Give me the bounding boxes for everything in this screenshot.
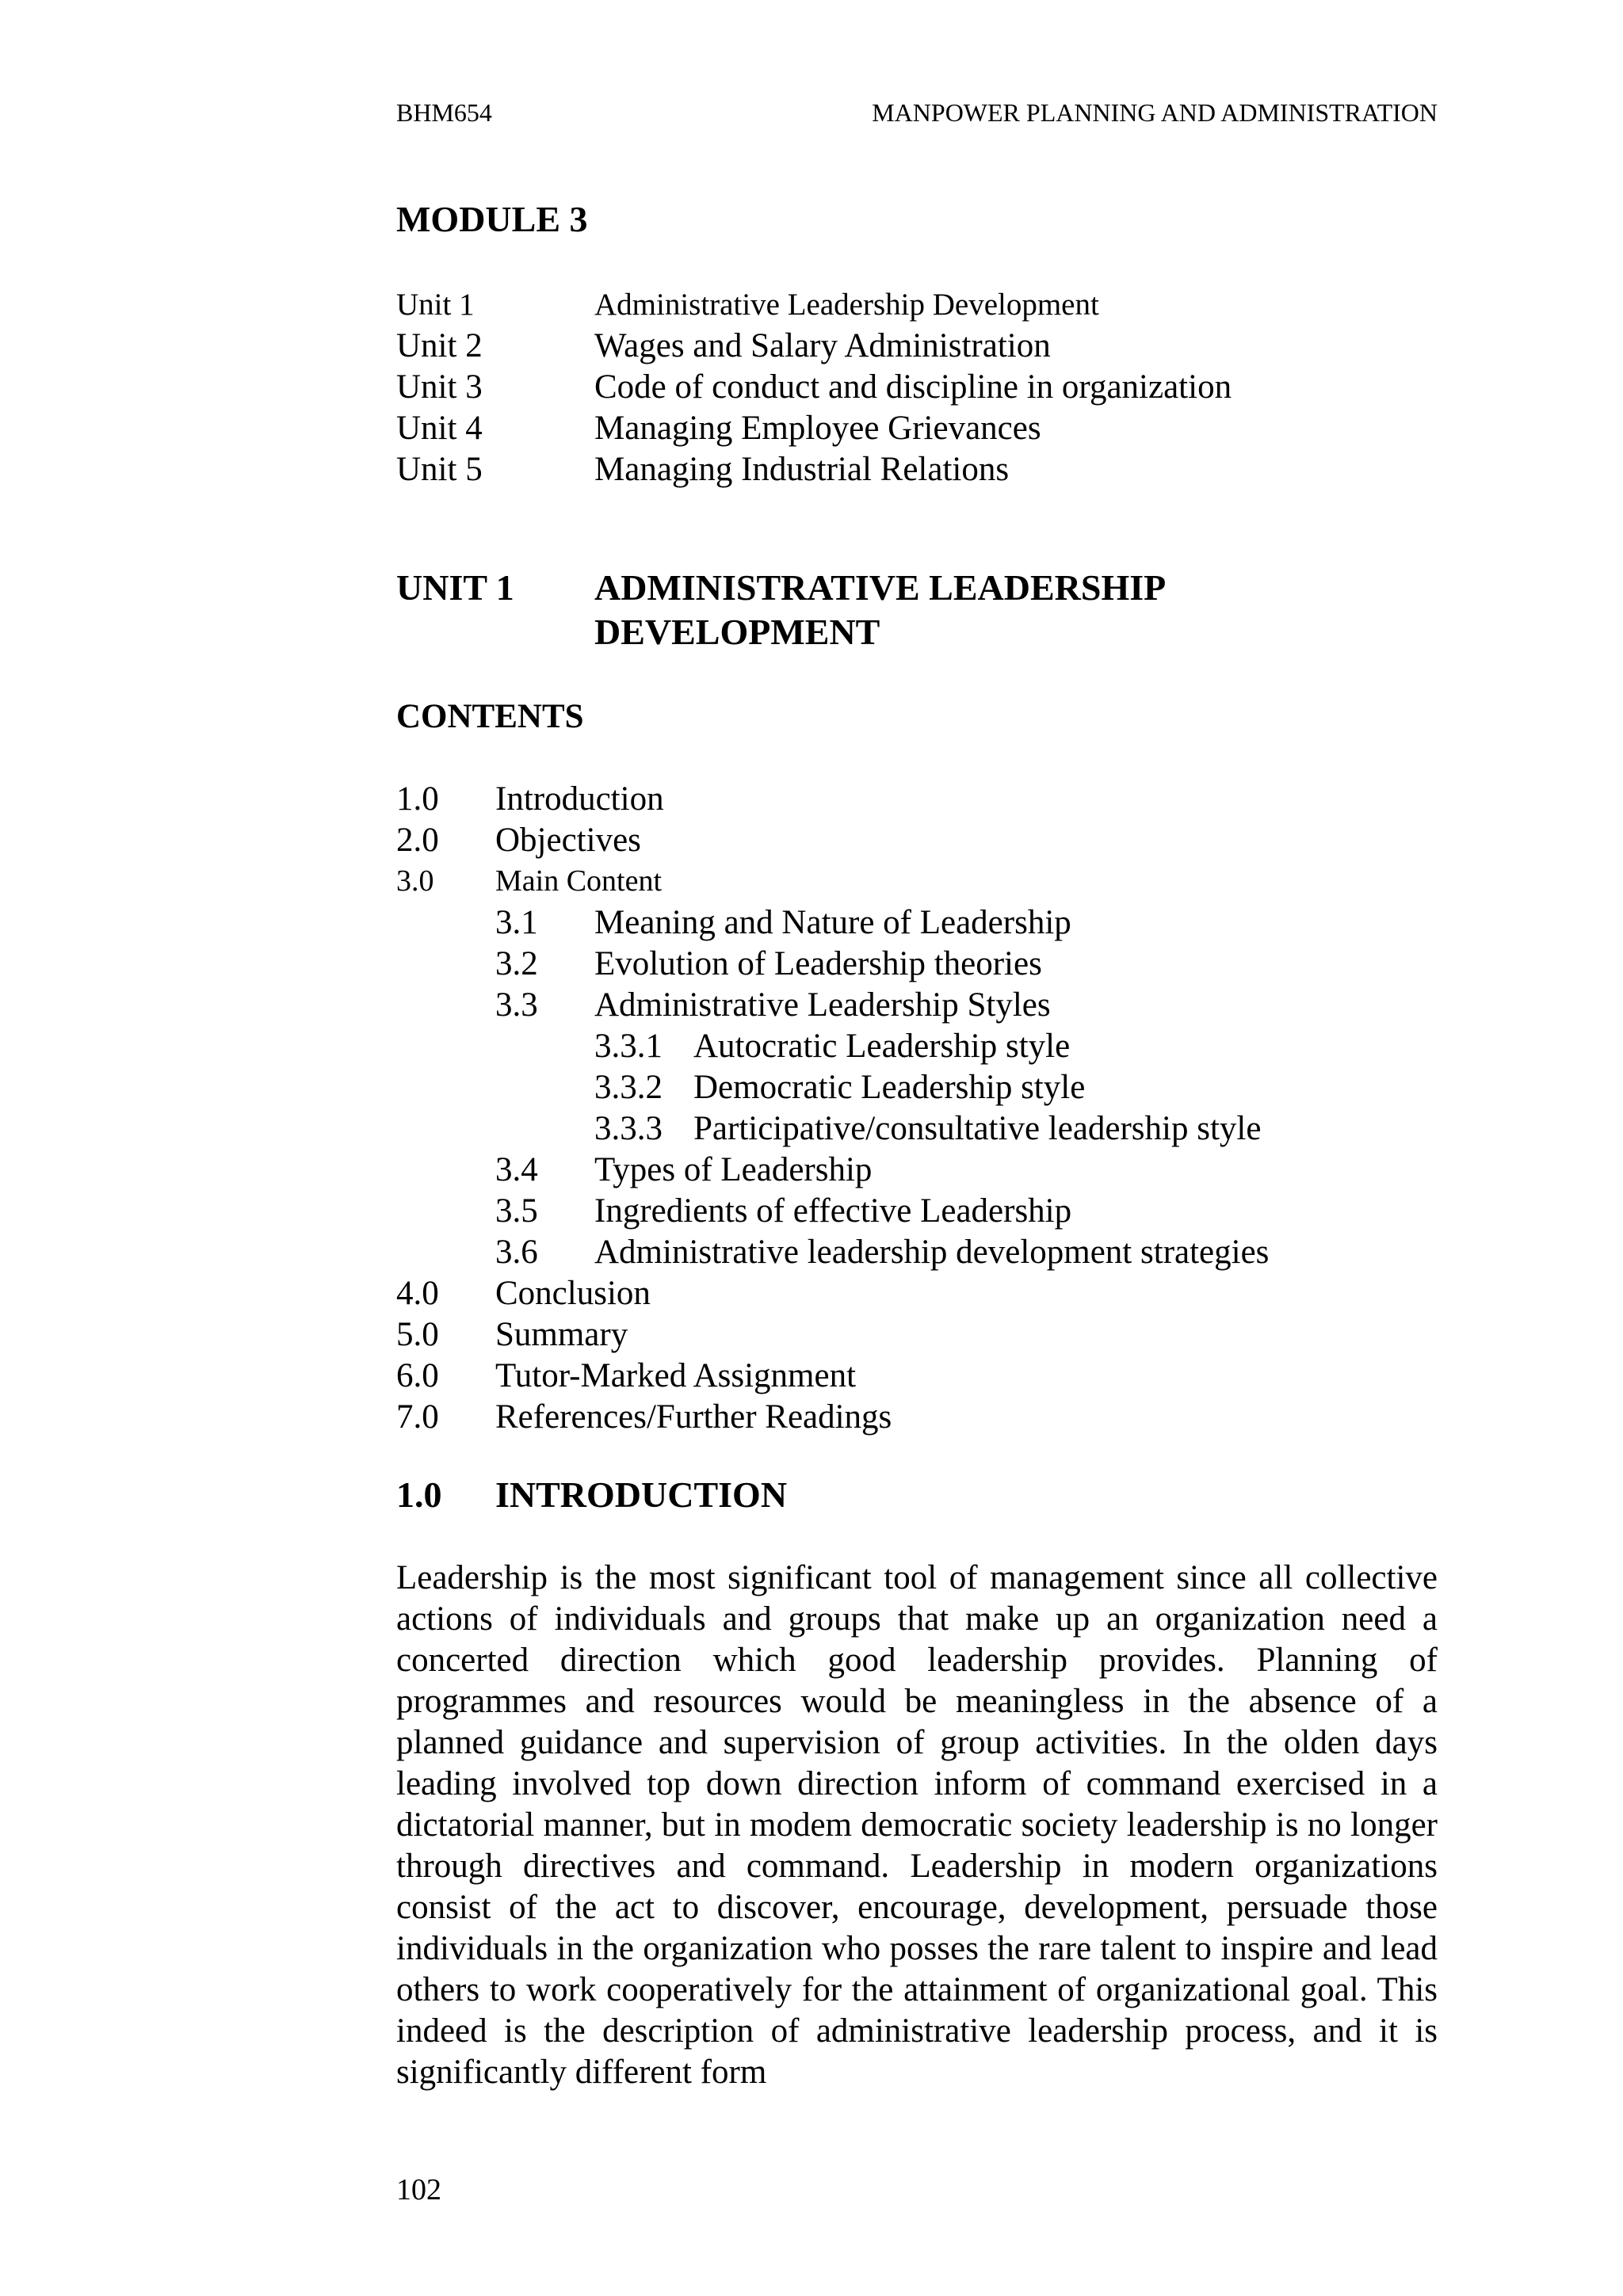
running-header-course-title: MANPOWER PLANNING AND ADMINISTRATION [872,98,1438,127]
toc-item-text: Conclusion [495,1274,651,1312]
page-number: 102 [396,2173,441,2206]
unit-title: Administrative Leadership Development [594,287,1099,322]
toc-item-number: 5.0 [396,1315,439,1353]
unit-title: Managing Industrial Relations [594,450,1010,488]
toc-item-number: 6.0 [396,1356,439,1394]
toc-item [396,1314,1506,1355]
toc-item-text: Participative/consultative leadership style [693,1109,1262,1147]
unit-title: Wages and Salary Administration [594,326,1051,364]
toc-item [396,1272,1506,1314]
toc-item-text: References/Further Readings [495,1398,892,1436]
unit-list-item [396,448,1442,490]
table-of-contents [396,778,1506,1437]
toc-item [396,1025,1506,1066]
toc-item-number: 3.0 [396,864,434,898]
unit-label: Unit 2 [396,326,483,364]
toc-item-number: 3.3 [495,986,538,1024]
module-units-list [396,284,1442,490]
toc-item-number: 7.0 [396,1398,439,1436]
unit-heading-number: UNIT 1 [396,567,514,608]
introduction-heading [396,1474,787,1516]
unit-label: Unit 3 [396,368,483,406]
toc-item-number: 3.6 [495,1233,538,1271]
unit-heading-title: ADMINISTRATIVE LEADERSHIP DEVELOPMENT [594,567,1164,652]
toc-item-number: 3.4 [495,1150,538,1188]
unit-heading [396,566,1308,654]
toc-item-text: Introduction [495,780,664,818]
toc-item-text: Tutor-Marked Assignment [495,1356,857,1394]
running-header-course-code: BHM654 [396,98,492,127]
toc-item-number: 2.0 [396,821,439,859]
toc-item-number: 3.5 [495,1192,538,1230]
unit-label: Unit 5 [396,450,483,488]
toc-item [396,1066,1506,1108]
toc-item-text: Administrative Leadership Styles [594,986,1051,1024]
module-title: MODULE 3 [396,199,588,239]
unit-list-item [396,325,1442,366]
toc-item-number: 3.2 [495,944,538,982]
toc-item [396,1231,1506,1272]
toc-item-number: 3.1 [495,903,538,941]
toc-item [396,1149,1506,1190]
unit-title: Code of conduct and discipline in organization [594,368,1232,406]
toc-item-number: 3.3.1 [594,1027,663,1065]
toc-item [396,778,1506,819]
toc-item-text: Meaning and Nature of Leadership [594,903,1071,941]
toc-item [396,1190,1506,1231]
toc-item-text: Evolution of Leadership theories [594,944,1042,982]
toc-item [396,984,1506,1025]
toc-item-number: 3.3.3 [594,1109,663,1147]
toc-item [396,943,1506,984]
toc-item [396,1108,1506,1149]
toc-item [396,902,1506,943]
toc-item [396,860,1506,902]
section-heading-number: 1.0 [396,1474,442,1515]
contents-title: CONTENTS [396,698,584,735]
toc-item-number: 4.0 [396,1274,439,1312]
unit-label: Unit 4 [396,409,483,447]
toc-item [396,1355,1506,1396]
toc-item-text: Administrative leadership development strategies [594,1233,1270,1271]
toc-item [396,1396,1506,1437]
toc-item-number: 3.3.2 [594,1068,663,1106]
introduction-paragraph: Leadership is the most significant tool of management since all collective actions of individuals and groups that make up an organization need a concerted direction which good leadership provides. Planning of programmes and resources would be meaningless in the absence of a planned guidance and supervision of group activities. In the olden days leading involved top down direction inform of command exercised in a dictatorial manner, but in modem democratic society leadership is no longer through directives and command. Leadership in modern organizations consist of the act to discover, encourage, development, persuade those individuals in the organization who posses the rare talent to inspire and lead others to work cooperatively for the attainment of organizational goal. This indeed is the description of administrative leadership process, and it is significantly different form [396,1559,1438,2091]
unit-list-item [396,284,1442,325]
toc-item-text: Main Content [495,864,663,898]
unit-title: Managing Employee Grievances [594,409,1041,447]
toc-item-number: 1.0 [396,780,439,818]
toc-item-text: Types of Leadership [594,1150,873,1188]
unit-list-item [396,407,1442,448]
toc-item-text: Objectives [495,821,641,859]
toc-item-text: Summary [495,1315,628,1353]
unit-label: Unit 1 [396,287,475,322]
toc-item [396,819,1506,860]
section-heading-title: INTRODUCTION [495,1474,788,1515]
toc-item-text: Ingredients of effective Leadership [594,1192,1072,1230]
toc-item-text: Autocratic Leadership style [693,1027,1071,1065]
unit-list-item [396,366,1442,407]
toc-item-text: Democratic Leadership style [693,1068,1086,1106]
